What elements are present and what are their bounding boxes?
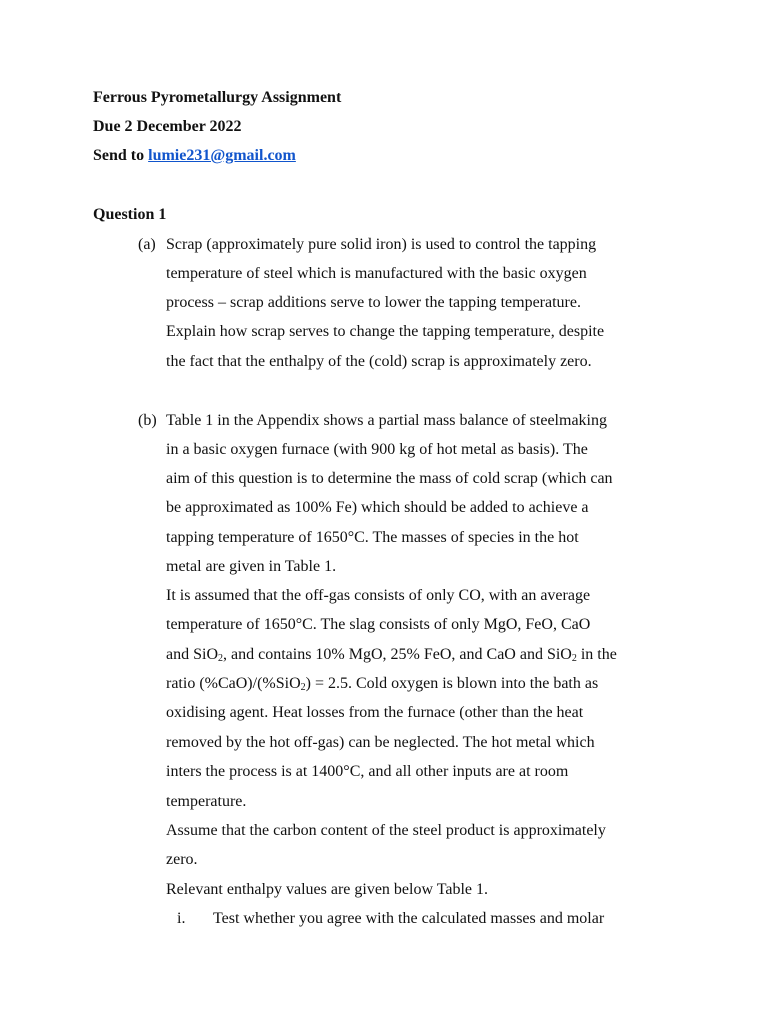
part-a-line: temperature of steel which is manufactured with the basic oxygen bbox=[166, 265, 587, 282]
part-b-line: tapping temperature of 1650°C. The masses of species in the hot bbox=[166, 529, 579, 546]
part-a-line: Scrap (approximately pure solid iron) is used to control the tapping bbox=[166, 236, 597, 253]
question-heading: Question 1 bbox=[93, 206, 167, 223]
part-b-line: metal are given in Table 1. bbox=[166, 558, 337, 575]
part-b-line: zero. bbox=[166, 851, 198, 868]
part-b-line: removed by the hot off-gas) can be neglected. The hot metal which bbox=[166, 734, 595, 751]
part-b-line: aim of this question is to determine the mass of cold scrap (which can bbox=[166, 470, 613, 487]
part-a-label: (a) bbox=[138, 236, 156, 253]
sub-question-i-label: i. bbox=[177, 910, 186, 927]
part-a-line: Explain how scrap serves to change the tapping temperature, despite bbox=[166, 323, 605, 340]
assignment-title: Ferrous Pyrometallurgy Assignment bbox=[93, 89, 342, 106]
send-to-label: Send to bbox=[93, 147, 149, 164]
part-b-line: in a basic oxygen furnace (with 900 kg of hot metal as basis). The bbox=[166, 441, 588, 458]
part-b-line: be approximated as 100% Fe) which should be added to achieve a bbox=[166, 499, 589, 516]
part-b-label: (b) bbox=[138, 412, 157, 429]
part-b-line: oxidising agent. Heat losses from the furnace (other than the heat bbox=[166, 704, 584, 721]
part-b-line: Table 1 in the Appendix shows a partial mass balance of steelmaking bbox=[166, 412, 607, 429]
sub-question-i-text: Test whether you agree with the calculated masses and molar bbox=[213, 910, 605, 927]
due-date: Due 2 December 2022 bbox=[93, 118, 242, 135]
part-b-line: temperature. bbox=[166, 793, 247, 810]
part-b-sio2-line: and SiO$_2$, and contains 10% MgO, 25% FeO, and CaO and SiO$_2$ in the bbox=[166, 646, 617, 664]
part-b-line: Assume that the carbon content of the steel product is approximately bbox=[166, 822, 606, 839]
part-b-line: temperature of 1650°C. The slag consists of only MgO, FeO, CaO bbox=[166, 616, 591, 633]
email-link[interactable]: lumie231@gmail.com bbox=[148, 147, 296, 164]
part-b-line: It is assumed that the off-gas consists of only CO, with an average bbox=[166, 587, 591, 604]
part-b-ratio-line: ratio (%CaO)/(%SiO$_2$) = 2.5. Cold oxygen is blown into the bath as bbox=[166, 675, 599, 693]
send-to-line bbox=[93, 146, 296, 166]
part-b-line: Relevant enthalpy values are given below Table 1. bbox=[166, 881, 489, 898]
part-a-line: the fact that the enthalpy of the (cold) scrap is approximately zero. bbox=[166, 353, 592, 370]
part-b-line: inters the process is at 1400°C, and all other inputs are at room bbox=[166, 763, 569, 780]
part-a-line: process – scrap additions serve to lower the tapping temperature. bbox=[166, 294, 581, 311]
